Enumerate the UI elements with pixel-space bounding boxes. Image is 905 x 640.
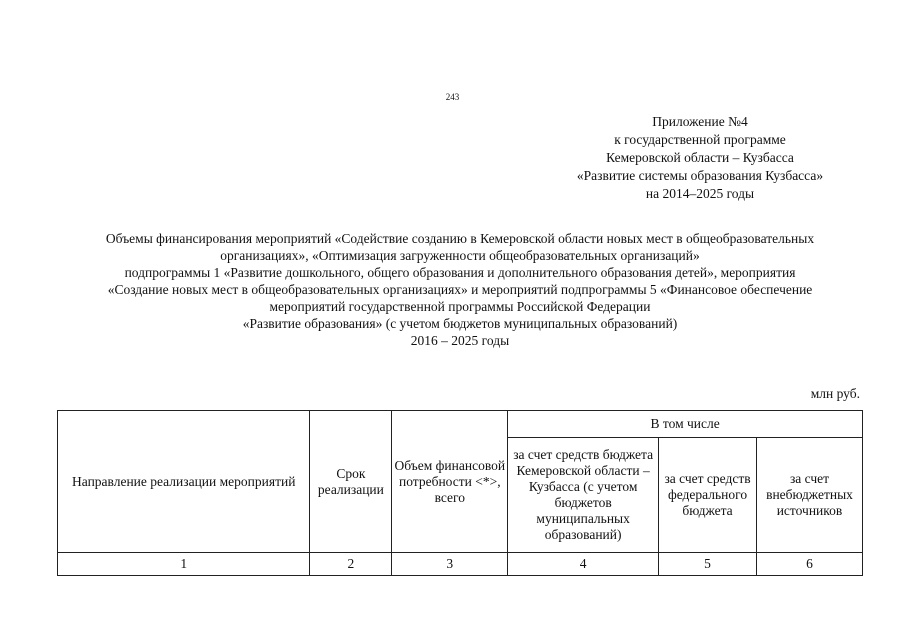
column-number: 2 bbox=[310, 553, 392, 576]
financing-table bbox=[57, 410, 863, 576]
title-line: организациях», «Оптимизация загруженности общеобразовательных организаций» bbox=[220, 248, 700, 263]
appendix-line: Кемеровской области – Кузбасса bbox=[606, 150, 794, 165]
column-number: 1 bbox=[58, 553, 310, 576]
column-number: 3 bbox=[392, 553, 508, 576]
title-line: «Создание новых мест в общеобразовательных организациях» и мероприятий подпрограммы 5 «Финансовое обеспечение bbox=[107, 282, 813, 297]
header-volume: Объем финансовой потребности <*>, всего bbox=[392, 411, 508, 553]
title-line: подпрограммы 1 «Развитие дошкольного, общего образования и дополнительного образования детей», мероприятия bbox=[124, 265, 796, 280]
units-label: млн руб. bbox=[810, 386, 860, 401]
column-number: 5 bbox=[659, 553, 757, 576]
header-including: В том числе bbox=[508, 411, 863, 438]
title-line: «Развитие образования» (с учетом бюджетов муниципальных образований) bbox=[242, 316, 678, 331]
header-extra-budget: за счет внебюджетных источников bbox=[757, 438, 863, 553]
header-direction: Направление реализации мероприятий bbox=[58, 411, 310, 553]
title-line: Объемы финансирования мероприятий «Содействие созданию в Кемеровской области новых мест в общеобразовательных bbox=[105, 231, 815, 246]
column-number: 4 bbox=[508, 553, 659, 576]
header-term: Срок реализации bbox=[310, 411, 392, 553]
header-regional-budget: за счет средств бюджета Кемеровской области – Кузбасса (с учетом бюджетов муниципальных образований) bbox=[508, 438, 659, 553]
column-number: 6 bbox=[757, 553, 863, 576]
title-line: мероприятий государственной программы Российской Федерации bbox=[269, 299, 651, 314]
page-number: 243 bbox=[445, 92, 460, 102]
appendix-line: Приложение №4 bbox=[652, 114, 748, 129]
appendix-header bbox=[560, 113, 840, 203]
document-title bbox=[40, 230, 880, 349]
appendix-line: на 2014–2025 годы bbox=[645, 186, 755, 201]
appendix-line: к государственной программе bbox=[614, 132, 786, 147]
appendix-line: «Развитие системы образования Кузбасса» bbox=[576, 168, 824, 183]
title-line: 2016 – 2025 годы bbox=[410, 333, 510, 348]
header-federal-budget: за счет средств федерального бюджета bbox=[659, 438, 757, 553]
